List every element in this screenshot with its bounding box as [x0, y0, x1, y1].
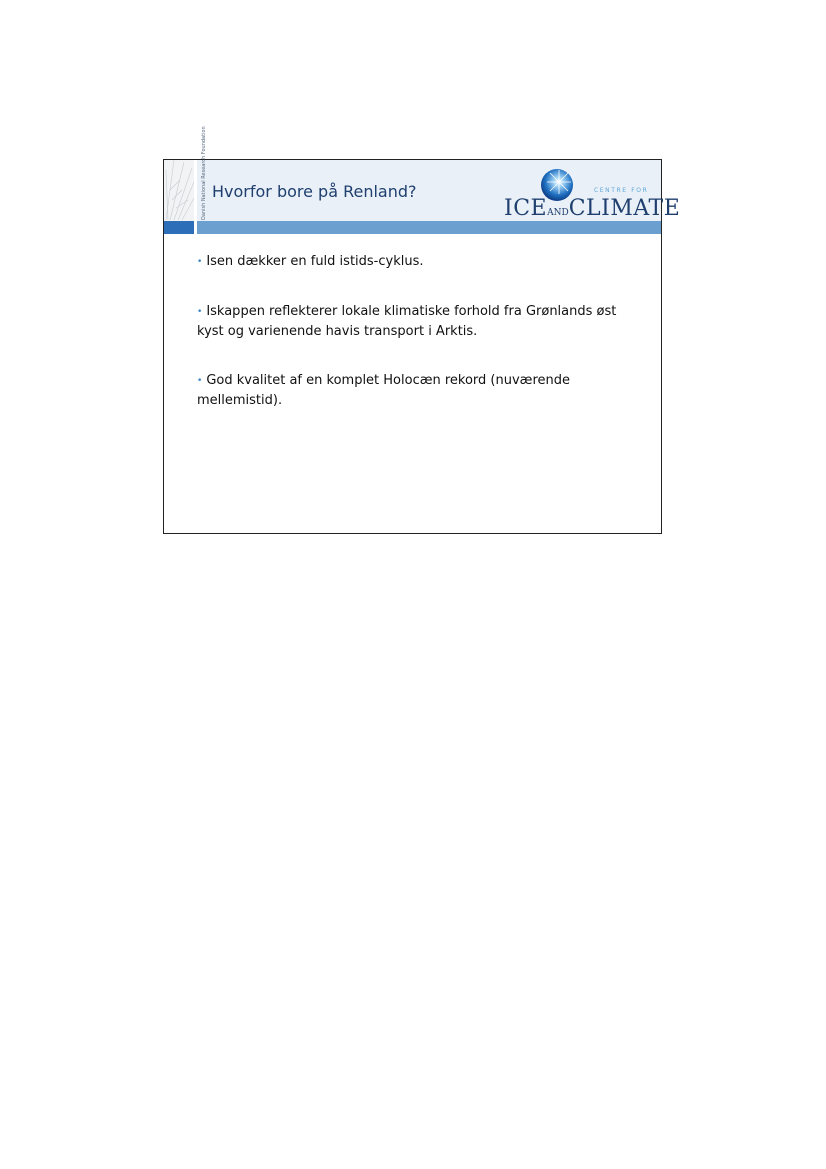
logo-centre-for: CENTRE FOR: [594, 187, 649, 194]
fern-decoration-icon: [164, 160, 194, 221]
bullet-text: Isen dækker en fuld istids-cyklus.: [206, 254, 424, 269]
bullet-item: [197, 371, 645, 410]
bullet-marker: •: [197, 257, 203, 267]
side-label: Danish National Research Foundation: [201, 126, 207, 220]
logo-wordmark: [504, 196, 680, 221]
slide: [163, 126, 681, 534]
header-divider: [194, 160, 197, 234]
ice-and-climate-logo: [504, 168, 681, 221]
logo-climate: CLIMATE: [568, 196, 681, 221]
header-band: [164, 221, 661, 234]
slide-header: [164, 126, 681, 221]
header-left-strip: [164, 160, 194, 221]
bullet-list: [197, 252, 645, 440]
bullet-text: Iskappen reflekterer lokale klimatiske forhold fra Grønlands øst kyst og varienende havis transport i Arktis.: [197, 304, 617, 339]
bullet-marker: •: [197, 307, 203, 317]
bullet-item: [197, 302, 645, 341]
bullet-item: [197, 252, 645, 272]
bullet-marker: •: [197, 376, 203, 386]
header-band-dark: [164, 221, 194, 234]
logo-ice: ICE: [504, 196, 548, 221]
slide-title: Hvorfor bore på Renland?: [212, 182, 417, 201]
bullet-text: God kvalitet af en komplet Holocæn rekord (nuværende mellemistid).: [197, 373, 570, 408]
logo-and: AND: [547, 208, 569, 218]
